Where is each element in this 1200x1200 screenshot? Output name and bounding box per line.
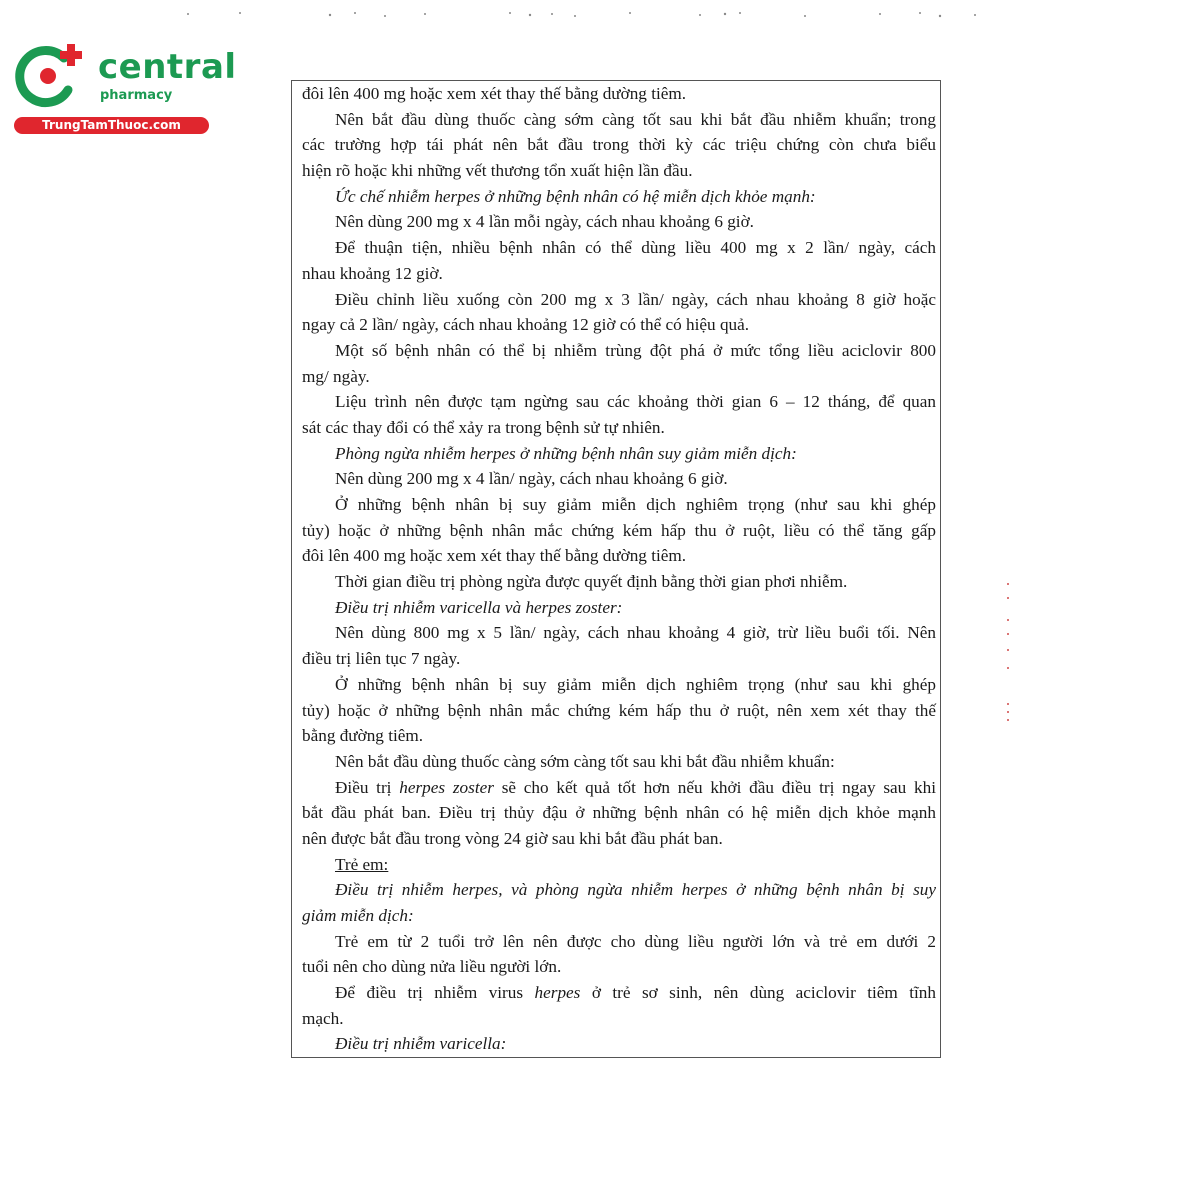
text-line: Một số bệnh nhân có thể bị nhiễm trùng đột phá ở mức tổng liều aciclovir 800 bbox=[335, 340, 936, 360]
text-line: hiện rõ hoặc khi những vết thương tổn xuất hiện lần đầu. bbox=[302, 161, 693, 181]
text-line: Nên dùng 200 mg x 4 lần mỗi ngày, cách nhau khoảng 6 giờ. bbox=[335, 212, 754, 232]
text-line: sát các thay đổi có thể xảy ra trong bệnh sử tự nhiên. bbox=[302, 417, 665, 437]
text-line: Ở những bệnh nhân bị suy giảm miễn dịch nghiêm trọng (như sau khi ghép bbox=[335, 674, 936, 694]
site-url-badge: TrungTamThuoc.com bbox=[14, 117, 209, 134]
text-run-italic: herpes bbox=[534, 983, 581, 1003]
text-line: tủy) hoặc ở những bệnh nhân mắc chứng kém hấp thu ở ruột, nên xem xét thay thế bbox=[302, 700, 936, 720]
text-line: Thời gian điều trị phòng ngừa được quyết định bằng thời gian phơi nhiễm. bbox=[335, 572, 848, 592]
pharmacy-cross-logo-icon bbox=[12, 38, 92, 116]
text-line: tuổi nên cho dùng nửa liều người lớn. bbox=[302, 957, 562, 977]
section-heading: Điều trị nhiễm herpes, và phòng ngừa nhiễm herpes ở những bệnh nhân bị suy bbox=[335, 880, 936, 900]
text-run: Để điều trị nhiễm virus bbox=[335, 983, 535, 1003]
document-page bbox=[291, 80, 941, 1058]
text-run-italic: herpes zoster bbox=[399, 777, 494, 797]
text-run: ở trẻ sơ sinh, nên dùng aciclovir tiêm tĩnh bbox=[580, 983, 936, 1003]
text-run: sẽ cho kết quả tốt hơn nếu khởi đầu điều trị ngay sau khi bbox=[493, 777, 937, 797]
brand-name: central bbox=[98, 47, 237, 87]
text-line: mg/ ngày. bbox=[302, 366, 370, 386]
document-text bbox=[302, 81, 936, 1057]
brand-subtitle: pharmacy bbox=[100, 88, 173, 103]
text-line: Ở những bệnh nhân bị suy giảm miễn dịch nghiêm trọng (như sau khi ghép bbox=[335, 495, 936, 514]
text-line: Nên bắt đầu dùng thuốc càng sớm càng tốt sau khi bắt đầu nhiễm khuẩn; trong bbox=[335, 109, 936, 129]
text-line: Nên dùng 800 mg x 5 lần/ ngày, cách nhau khoảng 4 giờ, trừ liều buổi tối. Nên bbox=[335, 623, 936, 643]
section-heading: Ức chế nhiễm herpes ở những bệnh nhân có hệ miễn dịch khỏe mạnh: bbox=[335, 186, 816, 206]
text-line: nên được bắt đầu trong vòng 24 giờ sau khi bắt đầu phát ban. bbox=[302, 828, 723, 848]
text-line: ngay cả 2 lần/ ngày, cách nhau khoảng 12 giờ có thể có hiệu quả. bbox=[302, 315, 750, 335]
section-heading: Điều trị nhiễm varicella và herpes zoster: bbox=[335, 597, 623, 617]
text-line: tủy) hoặc ở những bệnh nhân mắc chứng kém hấp thu ở ruột, liều có thể tăng gấp bbox=[302, 520, 936, 540]
text-line: Nên bắt đầu dùng thuốc càng sớm càng tốt sau khi bắt đầu nhiễm khuẩn: bbox=[335, 751, 835, 771]
section-heading: Phòng ngừa nhiễm herpes ở những bệnh nhân suy giảm miễn dịch: bbox=[335, 443, 797, 463]
text-line: Điều chỉnh liều xuống còn 200 mg x 3 lần/ ngày, cách nhau khoảng 8 giờ hoặc bbox=[335, 289, 936, 309]
section-heading: giảm miễn dịch: bbox=[302, 906, 414, 925]
text-line-mixed bbox=[302, 775, 936, 801]
text-line: Trẻ em từ 2 tuổi trở lên nên được cho dùng liều người lớn và trẻ em dưới 2 bbox=[335, 931, 936, 951]
text-line: Để thuận tiện, nhiều bệnh nhân có thể dùng liều 400 mg x 2 lần/ ngày, cách bbox=[335, 238, 936, 258]
text-line: điều trị liên tục 7 ngày. bbox=[302, 649, 461, 669]
section-heading: Điều trị nhiễm varicella: bbox=[335, 1034, 507, 1054]
central-pharmacy-logo[interactable] bbox=[12, 38, 237, 138]
text-line: Nên dùng 200 mg x 4 lần/ ngày, cách nhau khoảng 6 giờ. bbox=[335, 469, 728, 489]
text-line: nhau khoảng 12 giờ. bbox=[302, 263, 443, 283]
text-line: đôi lên 400 mg hoặc xem xét thay thế bằng dường tiêm. bbox=[302, 546, 687, 566]
text-line: mạch. bbox=[302, 1008, 344, 1028]
text-line: bắt đầu phát ban. Điều trị thủy đậu ở những bệnh nhân có hệ miễn dịch khỏe mạnh bbox=[302, 803, 936, 823]
text-line: bằng đường tiêm. bbox=[302, 726, 424, 746]
margin-marks bbox=[1003, 578, 1013, 728]
scan-noise-marks bbox=[180, 8, 980, 22]
text-line-mixed bbox=[302, 980, 936, 1006]
text-line: các trường hợp tái phát nên bắt đầu trong thời kỳ các triệu chứng còn chưa biểu bbox=[302, 135, 936, 155]
section-heading-children: Trẻ em: bbox=[335, 854, 389, 874]
text-line: đôi lên 400 mg hoặc xem xét thay thế bằng dường tiêm. bbox=[302, 84, 687, 103]
text-run: Điều trị bbox=[335, 777, 400, 797]
text-line: Liệu trình nên được tạm ngừng sau các khoảng thời gian 6 – 12 tháng, để quan bbox=[335, 392, 936, 412]
